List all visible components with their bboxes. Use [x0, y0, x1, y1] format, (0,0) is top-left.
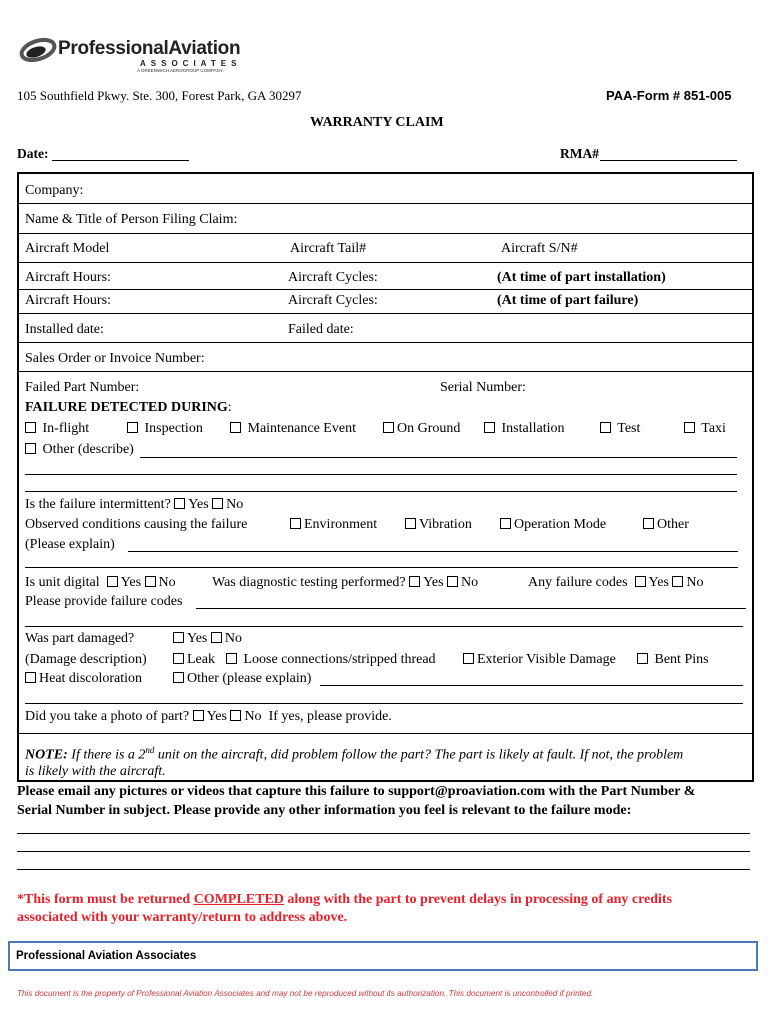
- return-warning: *This form must be returned COMPLETED along with the part to prevent delays in processing of any credits: [17, 892, 673, 907]
- aircraft-tail-label: Aircraft Tail#: [290, 241, 367, 256]
- checkbox-icon[interactable]: [637, 653, 648, 664]
- date-label: Date:: [17, 146, 49, 161]
- claim-form-box: [17, 172, 754, 782]
- aircraft-hours-install-label: Aircraft Hours:: [25, 270, 111, 285]
- observed-environment[interactable]: Environment: [290, 517, 377, 533]
- option-maintenance-event[interactable]: Maintenance Event: [230, 421, 356, 437]
- other-describe-field[interactable]: [140, 457, 737, 458]
- photo-question: Did you take a photo of part? Yes No If yes, please provide.: [25, 709, 392, 724]
- provide-codes-line-2[interactable]: [25, 626, 743, 627]
- intermittent-question: Is the failure intermittent? Yes No: [25, 497, 244, 512]
- checkbox-icon[interactable]: [173, 632, 184, 643]
- option-other[interactable]: Other (describe): [25, 442, 134, 458]
- checkbox-icon[interactable]: [211, 632, 222, 643]
- company-label: Company:: [25, 183, 84, 198]
- at-failure-label: (At time of part failure): [497, 293, 639, 308]
- aircraft-cycles-install-label: Aircraft Cycles:: [288, 270, 378, 285]
- checkbox-icon[interactable]: [383, 422, 394, 433]
- damage-loose[interactable]: Loose connections/stripped thread: [226, 652, 436, 668]
- damage-leak[interactable]: Leak: [173, 652, 215, 668]
- damage-heat[interactable]: Heat discoloration: [25, 671, 142, 687]
- provide-codes-field[interactable]: [196, 608, 746, 609]
- other-describe-line-3[interactable]: [25, 491, 737, 492]
- checkbox-icon[interactable]: [25, 422, 36, 433]
- provide-codes-label: Please provide failure codes: [25, 594, 183, 609]
- company-logo: [18, 36, 58, 66]
- checkbox-icon[interactable]: [635, 576, 646, 587]
- checkbox-icon[interactable]: [230, 422, 241, 433]
- option-on-ground[interactable]: On Ground: [383, 421, 460, 437]
- logo-text: ProfessionalAviation: [58, 38, 241, 59]
- name-title-label: Name & Title of Person Filing Claim:: [25, 212, 238, 227]
- footer-company: Professional Aviation Associates: [16, 950, 197, 962]
- checkbox-icon[interactable]: [684, 422, 695, 433]
- damaged-question: Was part damaged?: [25, 631, 135, 646]
- option-in-flight[interactable]: In-flight: [25, 421, 89, 437]
- checkbox-icon[interactable]: [107, 576, 118, 587]
- sales-order-field[interactable]: [17, 371, 754, 372]
- email-instructions-line-2: Serial Number in subject. Please provide any other information you feel is relevant to the failure mode:: [17, 803, 632, 818]
- aircraft-hours-failure-label: Aircraft Hours:: [25, 293, 111, 308]
- checkbox-icon[interactable]: [409, 576, 420, 587]
- checkbox-icon[interactable]: [127, 422, 138, 433]
- checkbox-icon[interactable]: [230, 710, 241, 721]
- note-text-line-2: is likely with the aircraft.: [25, 764, 166, 779]
- checkbox-icon[interactable]: [25, 672, 36, 683]
- name-title-field[interactable]: [17, 233, 754, 234]
- installed-date-label: Installed date:: [25, 322, 104, 337]
- serial-number-label: Serial Number:: [440, 380, 526, 395]
- option-installation[interactable]: Installation: [484, 421, 565, 437]
- damaged-yes-no[interactable]: Yes No: [173, 631, 242, 647]
- checkbox-icon[interactable]: [290, 518, 301, 529]
- checkbox-icon[interactable]: [193, 710, 204, 721]
- company-field[interactable]: [17, 203, 754, 204]
- please-explain-field[interactable]: [128, 551, 738, 552]
- aircraft-cycles-failure-label: Aircraft Cycles:: [288, 293, 378, 308]
- photo-divider: [17, 733, 754, 734]
- form-number: PAA-Form # 851-005: [606, 88, 732, 103]
- checkbox-icon[interactable]: [500, 518, 511, 529]
- observed-other[interactable]: Other: [643, 517, 689, 533]
- note-text: NOTE: If there is a 2nd unit on the aircraft, did problem follow the part? The part is likely at fault. If not, the problem: [25, 745, 684, 763]
- dates-divider: [17, 342, 754, 343]
- checkbox-icon[interactable]: [447, 576, 458, 587]
- rma-field[interactable]: [600, 160, 737, 161]
- failed-date-label: Failed date:: [288, 322, 354, 337]
- hours-install-divider: [17, 289, 754, 290]
- address: 105 Southfield Pkwy. Ste. 300, Forest Park, GA 30297: [17, 88, 302, 103]
- diagnostic-question: Was diagnostic testing performed? Yes No: [212, 575, 479, 590]
- unit-digital-question: Is unit digital Yes No: [25, 575, 176, 590]
- aircraft-row-divider: [17, 262, 754, 263]
- observed-operation-mode[interactable]: Operation Mode: [500, 517, 606, 533]
- damage-other[interactable]: Other (please explain): [173, 671, 311, 687]
- damage-bent-pins[interactable]: Bent Pins: [637, 652, 709, 668]
- checkbox-icon[interactable]: [226, 653, 237, 664]
- checkbox-icon[interactable]: [484, 422, 495, 433]
- logo-tagline: A GREENWICH AEROGROUP COMPANY: [137, 68, 223, 73]
- failed-part-label: Failed Part Number:: [25, 380, 140, 395]
- checkbox-icon[interactable]: [463, 653, 474, 664]
- please-explain-line-2[interactable]: [25, 567, 738, 568]
- logo-subtext: ASSOCIATES: [140, 59, 242, 68]
- hours-failure-divider: [17, 313, 754, 314]
- option-test[interactable]: Test: [600, 421, 640, 437]
- option-taxi[interactable]: Taxi: [684, 421, 726, 437]
- option-inspection[interactable]: Inspection: [127, 421, 203, 437]
- aircraft-sn-label: Aircraft S/N#: [501, 241, 578, 256]
- return-warning-line-2: associated with your warranty/return to address above.: [17, 910, 348, 925]
- date-field[interactable]: [52, 160, 189, 161]
- checkbox-icon[interactable]: [173, 653, 184, 664]
- aircraft-model-label: Aircraft Model: [25, 241, 110, 256]
- checkbox-icon[interactable]: [145, 576, 156, 587]
- checkbox-icon[interactable]: [405, 518, 416, 529]
- checkbox-icon[interactable]: [643, 518, 654, 529]
- checkbox-icon[interactable]: [672, 576, 683, 587]
- damage-other-line-2[interactable]: [25, 703, 743, 704]
- footer-disclaimer: This document is the property of Professional Aviation Associates and may not be reproduced without its authorization. This document is uncontrolled if printed.: [17, 989, 594, 998]
- please-explain-label: (Please explain): [25, 537, 115, 552]
- checkbox-icon[interactable]: [600, 422, 611, 433]
- observed-vibration[interactable]: Vibration: [405, 517, 472, 533]
- damage-exterior[interactable]: Exterior Visible Damage: [463, 652, 616, 668]
- notes-line-3[interactable]: [17, 869, 750, 870]
- damage-other-field[interactable]: [320, 685, 743, 686]
- failure-detected-heading: FAILURE DETECTED DURING:: [25, 400, 232, 415]
- page-title: WARRANTY CLAIM: [310, 115, 444, 130]
- failure-codes-question: Any failure codes Yes No: [528, 575, 704, 590]
- checkbox-icon[interactable]: [212, 498, 223, 509]
- notes-line-1[interactable]: [17, 833, 750, 834]
- other-describe-line-2[interactable]: [25, 474, 737, 475]
- rma-label: RMA#: [560, 146, 599, 161]
- checkbox-icon[interactable]: [174, 498, 185, 509]
- at-install-label: (At time of part installation): [497, 270, 666, 285]
- damage-description-label: (Damage description): [25, 652, 147, 667]
- checkbox-icon[interactable]: [25, 443, 36, 454]
- notes-line-2[interactable]: [17, 851, 750, 852]
- sales-order-label: Sales Order or Invoice Number:: [25, 351, 205, 366]
- email-instructions-line-1: Please email any pictures or videos that capture this failure to support@proaviation.com with the Part Number &: [17, 784, 696, 799]
- observed-conditions-label: Observed conditions causing the failure: [25, 517, 248, 532]
- checkbox-icon[interactable]: [173, 672, 184, 683]
